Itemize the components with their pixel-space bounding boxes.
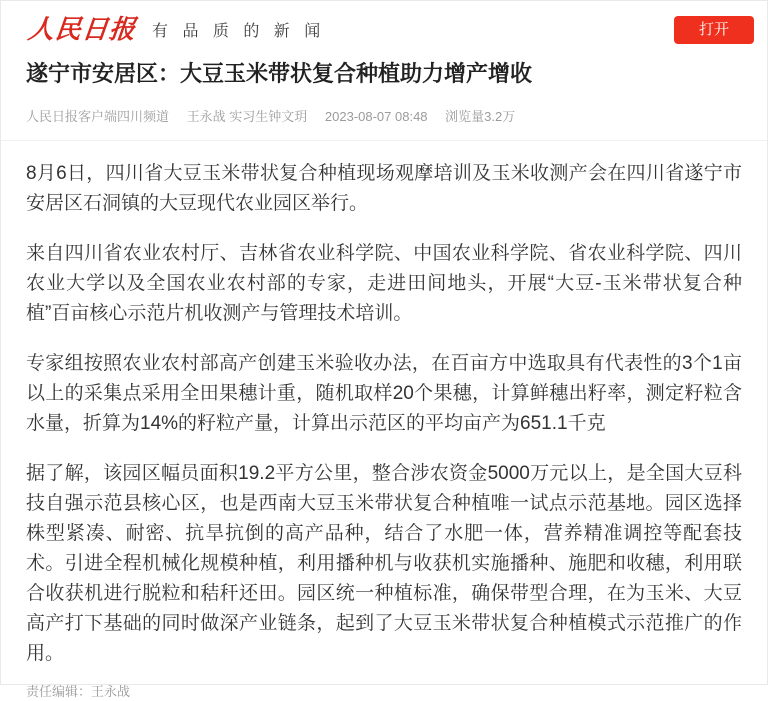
article-title: 遂宁市安居区：大豆玉米带状复合种植助力增产增收 xyxy=(26,61,533,86)
editor-line: 责任编辑：王永战 xyxy=(26,684,131,699)
peoples-daily-logo[interactable]: 人民日报 xyxy=(26,14,138,45)
meta-datetime: 2023-08-07 08:48 xyxy=(324,109,428,124)
article-meta xyxy=(26,108,742,126)
meta-view-count: 浏览量3.2万 xyxy=(445,109,516,124)
open-in-app-button[interactable]: 打开 xyxy=(674,16,754,44)
meta-source: 人民日报客户端四川频道 xyxy=(26,109,170,124)
article-paragraph: 来自四川省农业农村厅、吉林省农业科学院、中国农业科学院、省农业科学院、四川农业大学以及全国农业农村部的专家，走进田间地头，开展“大豆-玉米带状复合种植”百亩核心示范片机收测产与管理技术培训。 xyxy=(26,243,742,324)
header-tagline: 有 品 质 的 新 闻 xyxy=(152,23,326,40)
header xyxy=(1,1,767,45)
meta-authors: 王永战 实习生钟文玥 xyxy=(186,109,308,124)
meta-divider xyxy=(1,140,767,141)
article-paragraph: 专家组按照农业农村部高产创建玉米验收办法，在百亩方中选取具有代表性的3个1亩以上的采集点采用全田果穗计重，随机取样20个果穗，计算鲜穗出籽率，测定籽粒含水量，折算为14%的籽粒产量，计算出示范区的平均亩产为651.1千克 xyxy=(26,353,742,434)
article-paragraph: 据了解，该园区幅员面积19.2平方公里，整合涉农资金5000万元以上，是全国大豆科技自强示范县核心区，也是西南大豆玉米带状复合种植唯一试点示范基地。园区选择株型紧凑、耐密、抗旱抗倒的高产品种，结合了水肥一体，营养精准调控等配套技术。引进全程机械化规模种植，利用播种机与收获机实施播种、施肥和收穗，利用联合收获机进行脱粒和秸秆还田。园区统一种植标准，确保带型合理，在为玉米、大豆高产打下基础的同时做深产业链条，起到了大豆玉米带状复合种植模式示范推广的作用。 xyxy=(26,463,742,664)
article-paragraph: 8月6日，四川省大豆玉米带状复合种植现场观摩培训及玉米收测产会在四川省遂宁市安居区石洞镇的大豆现代农业园区举行。 xyxy=(26,163,742,214)
article-body xyxy=(1,159,767,669)
